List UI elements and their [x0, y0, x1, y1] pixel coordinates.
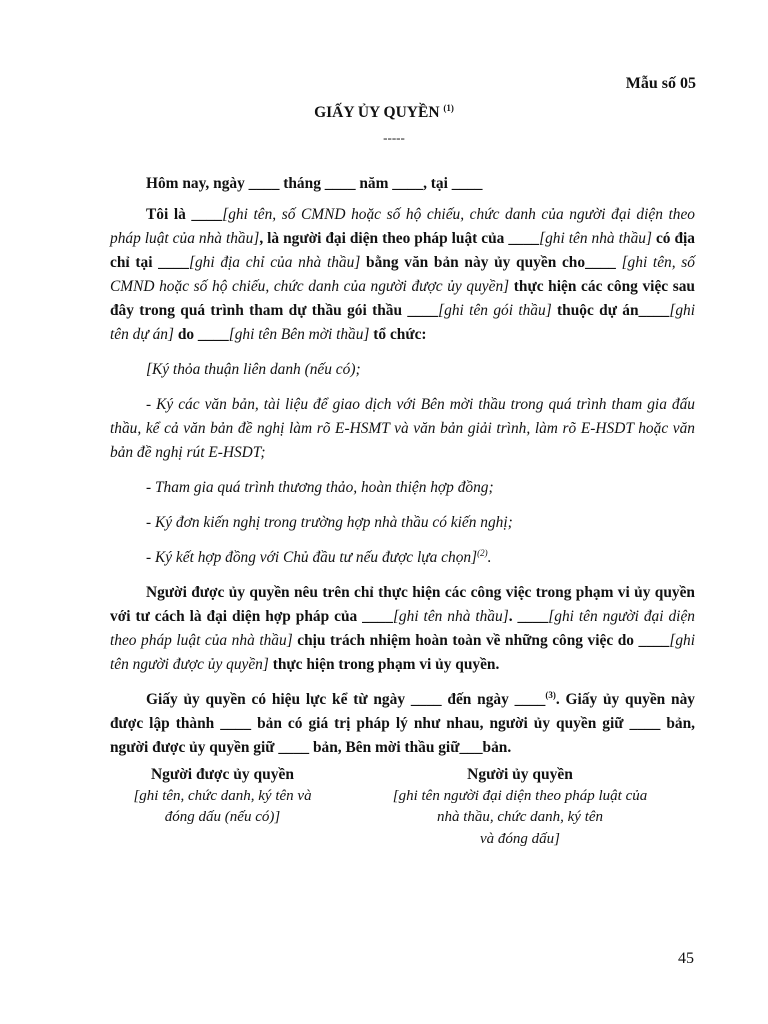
p2-instruction-2: [ghi tên nhà thầu]	[539, 230, 652, 247]
p3-text-2: . ____	[508, 608, 549, 625]
task-item-last	[110, 546, 695, 570]
p2-instruction-7: [ghi tên Bên mời thầu]	[228, 326, 370, 343]
date-place-line: Hôm nay, ngày ____ tháng ____ năm ____, tại ____	[146, 175, 483, 192]
title-text: GIẤY ỦY QUYỀN	[314, 104, 440, 121]
title-footnote-ref: (1)	[443, 103, 454, 113]
task-item-end: .	[487, 549, 492, 566]
task-item: [Ký thỏa thuận liên danh (nếu có);	[146, 361, 361, 378]
p3-text-4: thực hiện trong phạm vi ủy quyền.	[268, 656, 500, 673]
p2-instruction-3: [ghi địa chỉ của nhà thầu]	[188, 254, 361, 271]
form-number: Mẫu số 05	[625, 75, 696, 92]
signature-instruction: [ghi tên người đại diện theo pháp luật của	[392, 787, 648, 804]
signature-instruction: [ghi tên, chức danh, ký tên và	[133, 787, 312, 804]
authorization-paragraph	[110, 203, 695, 347]
validity-footnote-ref: (3)	[545, 690, 556, 700]
signature-block-authorized-person	[100, 764, 345, 829]
p4-text-1: Giấy ủy quyền có hiệu lực kể từ ngày ____ đến ngày ____	[146, 691, 546, 708]
p2-instruction-5: [ghi tên gói thầu]	[438, 302, 552, 319]
signature-heading: Người ủy quyền	[467, 766, 573, 783]
p2-instruction-4: [ghi tên, số CMND hoặc số hộ chiếu, chức danh của người được ủy quyền]	[110, 254, 695, 295]
p2-text-2: , là người đại diện theo pháp luật của ____	[259, 230, 540, 247]
signature-instruction: và đóng dấu]	[480, 830, 560, 847]
signature-instruction: nhà thầu, chức danh, ký tên	[436, 809, 604, 825]
p2-text-1: Tôi là ____	[146, 206, 223, 223]
signature-heading: Người được ủy quyền	[150, 766, 294, 783]
p2-instruction-1: [ghi tên, số CMND hoặc số hộ chiếu, chức danh của người đại diện theo pháp luật của nhà thầu]	[110, 206, 695, 247]
p3-instruction-2: [ghi tên người đại diện theo pháp luật của nhà thầu]	[110, 608, 695, 649]
document-body	[110, 172, 695, 760]
task-item: - Ký các văn bản, tài liệu để giao dịch với Bên mời thầu trong quá trình tham gia đấu thầu, kể cả văn bản đề nghị làm rõ E-HSMT và văn bản giải trình, làm rõ E-HSDT hoặc văn bản đề nghị rút E-HSDT;	[110, 396, 695, 461]
task-item-text: - Ký kết hợp đồng với Chủ đầu tư nếu được lựa chọn]	[146, 549, 478, 566]
signature-block-authorizing-person	[370, 764, 670, 850]
task-footnote-ref: (2)	[477, 548, 488, 558]
p2-instruction-6: [ghi tên dự án]	[110, 302, 695, 343]
p2-text-3: có địa chỉ tại ____	[110, 230, 695, 271]
signature-instruction: đóng dấu (nếu có)]	[164, 809, 281, 825]
p2-text-4: bằng văn bản này ủy quyền cho____	[360, 254, 622, 271]
title-separator: -----	[383, 130, 405, 145]
p2-text-7: do ____	[173, 326, 229, 343]
p2-text-5: thực hiện các công việc sau đây trong quá trình tham dự thầu gói thầu ____	[110, 278, 695, 319]
authorized-tasks-list	[110, 358, 695, 570]
task-item: - Tham gia quá trình thương thảo, hoàn thiện hợp đồng;	[146, 479, 494, 496]
p2-text-8: tổ chức:	[369, 326, 427, 343]
document-title	[0, 103, 768, 122]
p4-text-2: . Giấy ủy quyền này được lập thành ____ bản có giá trị pháp lý như nhau, người ủy quyền giữ ____ bản, người được ủy quyền giữ ____ bản, Bên mời thầu giữ___bản.	[110, 691, 695, 756]
p3-instruction-3: [ghi tên người được ủy quyền]	[110, 632, 695, 673]
p3-text-3: chịu trách nhiệm hoàn toàn về những công việc do ____	[292, 632, 670, 649]
p3-text-1: Người được ủy quyền nêu trên chỉ thực hiện các công việc trong phạm vi ủy quyền với tư cách là đại diện hợp pháp của ____	[110, 584, 695, 625]
page-number: 45	[678, 950, 694, 967]
scope-paragraph	[110, 581, 695, 677]
task-item: - Ký đơn kiến nghị trong trường hợp nhà thầu có kiến nghị;	[146, 514, 513, 531]
p3-instruction-1: [ghi tên nhà thầu]	[392, 608, 509, 625]
validity-paragraph	[110, 688, 695, 760]
p2-text-6: thuộc dự án____	[551, 302, 670, 319]
